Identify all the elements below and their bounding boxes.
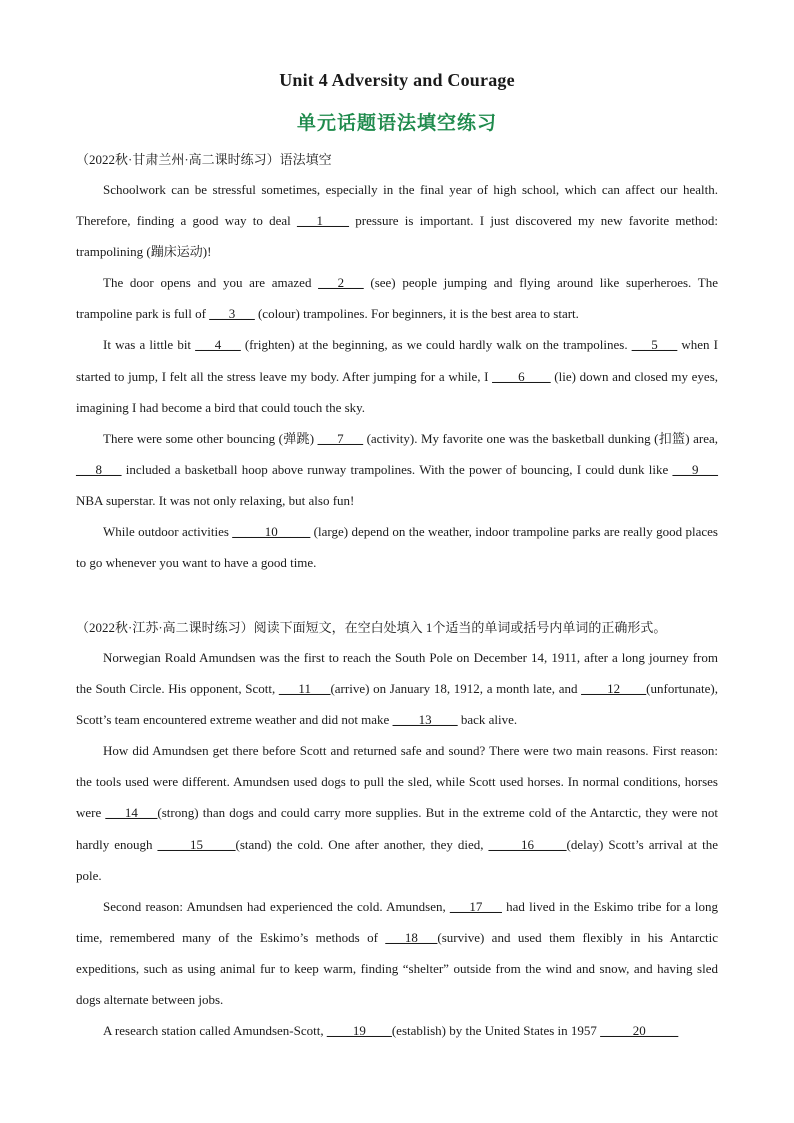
passage-text: (arrive) on January 18, 1912, a month late, and bbox=[330, 681, 582, 697]
passage-text: (colour) trampolines. For beginners, it is the best area to start. bbox=[254, 306, 579, 322]
paragraph bbox=[76, 174, 718, 267]
blank-1[interactable]: ___1____ bbox=[296, 213, 349, 229]
blank-10[interactable]: _____10_____ bbox=[232, 524, 311, 540]
blank-16[interactable]: _____16_____ bbox=[488, 836, 567, 852]
passage-text: included a basketball hoop above runway trampolines. With the power of bouncing, I could dunk like bbox=[121, 461, 673, 477]
blank-18[interactable]: ___18___ bbox=[385, 929, 438, 945]
passage-text: Second reason: Amundsen had experienced the cold. Amundsen, bbox=[103, 898, 450, 914]
passage-text: While outdoor activities bbox=[103, 524, 233, 540]
exercise-2-header: （2022秋·江苏·高二课时练习）阅读下面短文，在空白处填入 1个适当的单词或括号内单词的正确形式。 bbox=[76, 620, 667, 635]
blank-12[interactable]: ____12____ bbox=[581, 681, 647, 697]
exercise-1-passage bbox=[76, 174, 718, 578]
passage-text: (survive) and used them flexibly in his Antarctic expeditions, such as using animal fur to keep warm, finding “shelter” outside from the wind and snow, and having sled dogs alternate between jobs. bbox=[76, 929, 719, 1008]
passage-text: Norwegian Roald Amundsen was the first to reach the South Pole on December 14, 1911, after a long journey from the South Circle. His opponent, Scott, bbox=[76, 650, 718, 697]
blank-17[interactable]: ___17___ bbox=[449, 898, 502, 914]
passage-text: (strong) than dogs and could carry more supplies. But in the extreme cold of the Antarctic, they were not hardly enough bbox=[76, 805, 718, 852]
blank-13[interactable]: ____13____ bbox=[392, 712, 458, 728]
passage-text: when I started to jump, I felt all the stress leave my body. After jumping for a while, I bbox=[76, 337, 718, 384]
passage-text: A research station called Amundsen-Scott, bbox=[103, 1023, 327, 1039]
blank-5[interactable]: ___5___ bbox=[631, 337, 678, 353]
blank-11[interactable]: ___11___ bbox=[278, 681, 331, 697]
blank-3[interactable]: ___3___ bbox=[209, 306, 255, 322]
passage-text: Schoolwork can be stressful sometimes, especially in the final year of high school, which can affect our health. Therefore, finding a good way to deal bbox=[76, 182, 718, 229]
passage-text: pressure is important. I just discovered my new favorite method: trampolining (蹦床运动)! bbox=[76, 213, 718, 260]
passage-text: (stand) the cold. One after another, they died, bbox=[235, 836, 489, 852]
passage-text: (frighten) at the beginning, as we could hardly walk on the trampolines. bbox=[240, 337, 632, 353]
passage-text: back alive. bbox=[457, 712, 518, 728]
paragraph bbox=[76, 735, 718, 890]
section-subtitle: 单元话题语法填空练习 bbox=[296, 112, 497, 134]
passage-text: had lived in the Eskimo tribe for a long time, remembered many of the Eskimo’s methods of bbox=[76, 898, 719, 945]
paragraph bbox=[76, 267, 718, 329]
passage-text: There were some other bouncing (弹跳) bbox=[103, 430, 318, 446]
blank-2[interactable]: ___2___ bbox=[318, 275, 364, 291]
blank-15[interactable]: _____15_____ bbox=[157, 836, 236, 852]
passage-text: (activity). My favorite one was the basketball dunking (扣篮) area, bbox=[363, 430, 718, 446]
passage-text: NBA superstar. It was not only relaxing, but also fun! bbox=[76, 492, 355, 508]
paragraph bbox=[76, 891, 718, 1015]
blank-7[interactable]: ___7___ bbox=[317, 430, 364, 446]
blank-6[interactable]: ____6____ bbox=[492, 368, 551, 384]
blank-9[interactable]: ___9___ bbox=[672, 461, 718, 477]
passage-text: The door opens and you are amazed bbox=[103, 275, 319, 291]
unit-title: Unit 4 Adversity and Courage bbox=[279, 70, 515, 90]
blank-8[interactable]: ___8___ bbox=[76, 461, 122, 477]
blank-19[interactable]: ____19____ bbox=[326, 1023, 392, 1039]
passage-text: (large) depend on the weather, indoor trampoline parks are really good places to go whenever you want to have a good time. bbox=[76, 524, 718, 571]
passage-text: (lie) down and closed my eyes, imagining I had become a bird that could touch the sky. bbox=[76, 368, 719, 415]
exercise-2-passage bbox=[76, 642, 718, 1046]
passage-text: How did Amundsen get there before Scott and returned safe and sound? There were two main reasons. First reason: the tools used were different. Amundsen used dogs to pull the sled, while Scott used horses. In normal conditions, horses were bbox=[76, 743, 718, 821]
blank-14[interactable]: ___14___ bbox=[105, 805, 158, 821]
blank-20[interactable]: _____20_____ bbox=[600, 1023, 679, 1039]
passage-text: It was a little bit bbox=[103, 337, 196, 353]
passage-text: (unfortunate), Scott’s team encountered extreme weather and did not make bbox=[76, 681, 718, 728]
paragraph bbox=[76, 423, 718, 516]
passage-text: (delay) Scott’s arrival at the pole. bbox=[76, 836, 718, 883]
paragraph bbox=[76, 642, 718, 735]
blank-4[interactable]: ___4___ bbox=[195, 337, 241, 353]
paragraph bbox=[76, 516, 718, 578]
exercise-1-header: （2022秋·甘肃兰州·高二课时练习）语法填空 bbox=[76, 152, 332, 167]
paragraph bbox=[76, 1015, 718, 1046]
paragraph bbox=[76, 329, 718, 422]
passage-text: (see) people jumping and flying around like superheroes. The trampoline park is full of bbox=[76, 275, 718, 322]
passage-text: (establish) by the United States in 1957 bbox=[391, 1023, 601, 1039]
